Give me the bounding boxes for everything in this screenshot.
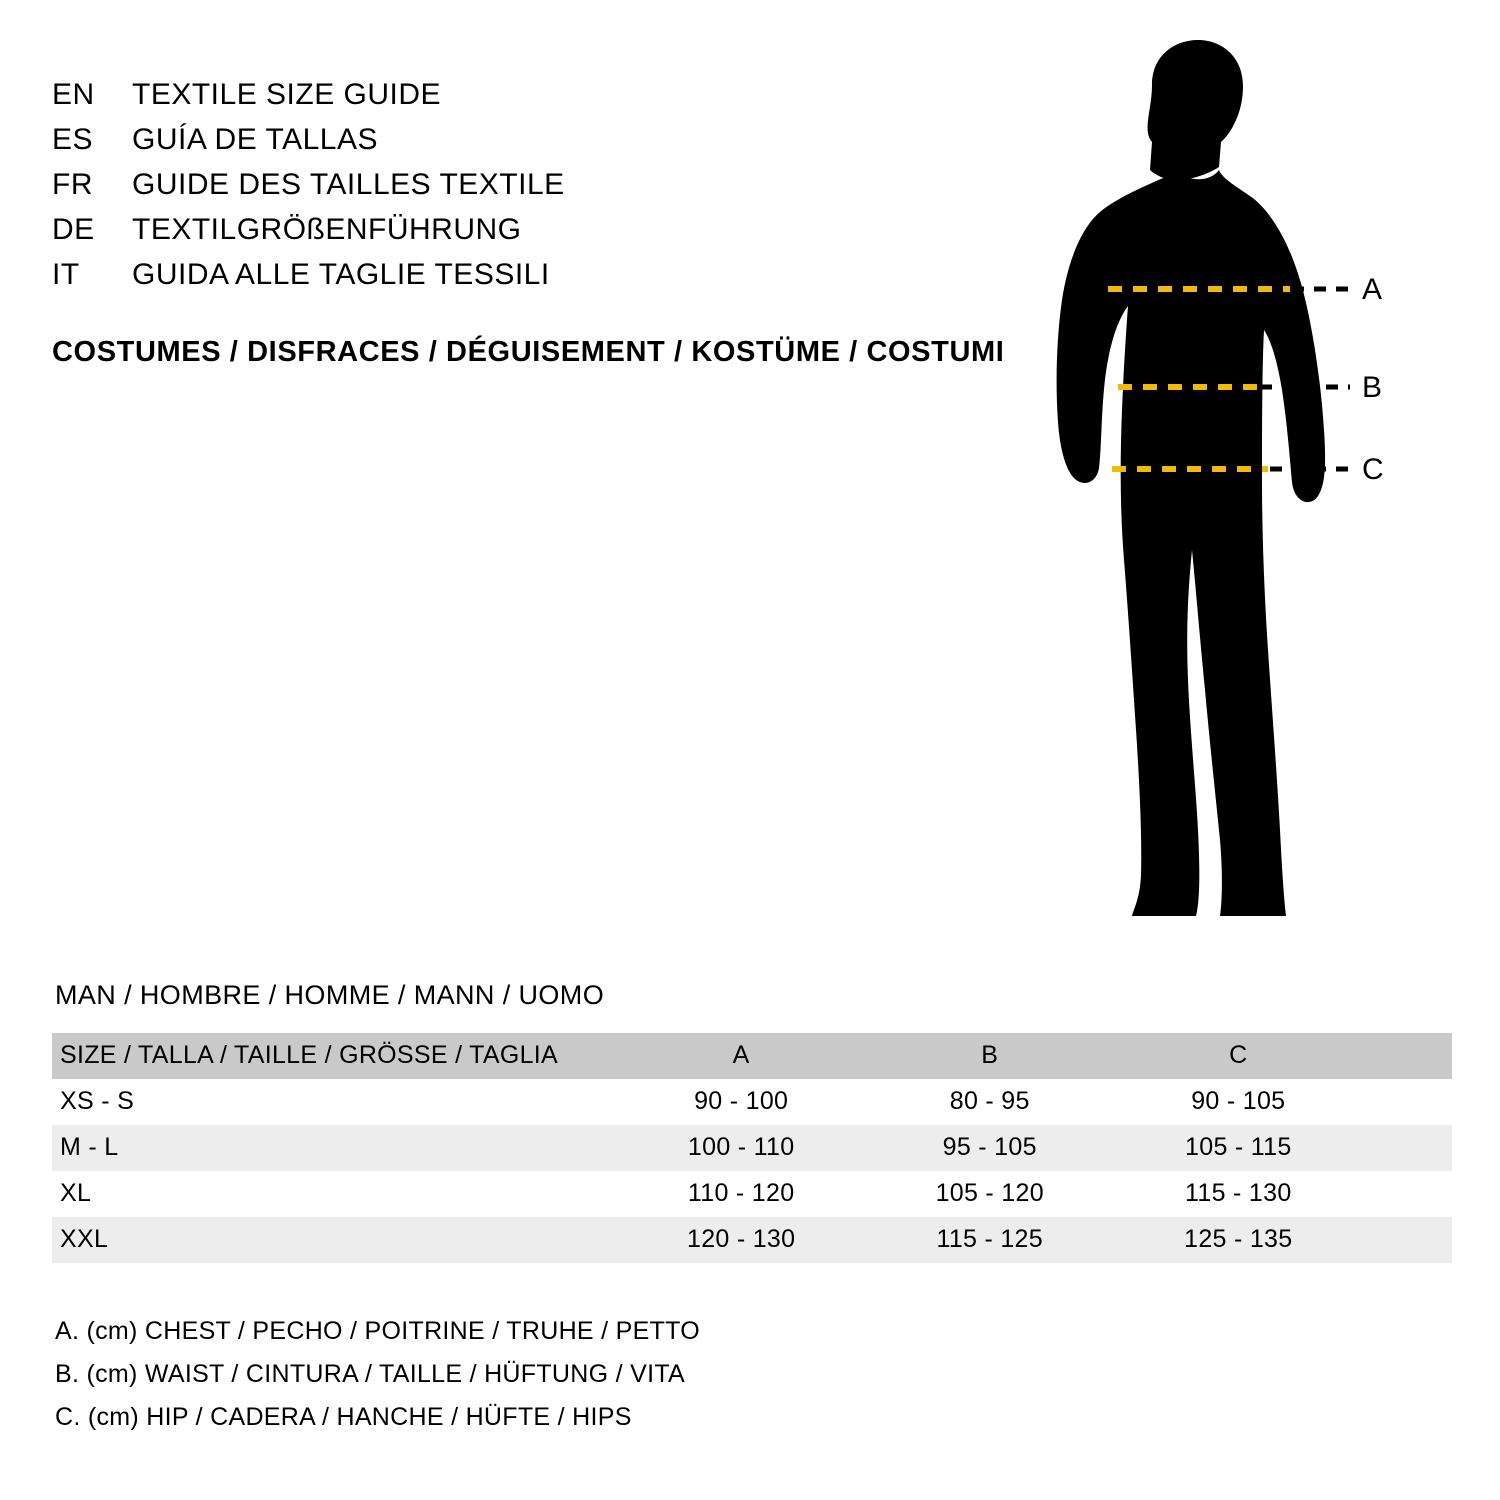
size-table-head (52, 1033, 1452, 1079)
cell-a: 110 - 120 (687, 1179, 795, 1207)
size-table (52, 1033, 1452, 1263)
cell-c: 125 - 135 (1184, 1225, 1293, 1253)
language-row-de (52, 207, 952, 252)
language-text-it: GUIDA ALLE TAGLIE TESSILI (132, 258, 550, 291)
language-text-es: GUÍA DE TALLAS (132, 123, 378, 156)
cell-spacer (1363, 1171, 1452, 1217)
measure-label-a: A (1362, 273, 1383, 306)
cell-a: 120 - 130 (687, 1225, 796, 1253)
measure-label-c: C (1362, 453, 1384, 486)
measure-label-b: B (1362, 371, 1383, 404)
cell-b: 115 - 125 (936, 1225, 1043, 1253)
table-header-row (52, 1033, 1452, 1079)
language-row-en (52, 72, 952, 117)
cell-b: 80 - 95 (949, 1087, 1030, 1115)
body-measurement-figure (1000, 30, 1460, 930)
language-text-en: TEXTILE SIZE GUIDE (132, 78, 442, 111)
language-code-fr: FR (52, 168, 93, 201)
cell-spacer (1363, 1079, 1452, 1125)
costumes-subtitle: COSTUMES / DISFRACES / DÉGUISEMENT / KOSTÜME / COSTUMI (52, 336, 1005, 368)
table-row (52, 1079, 1452, 1125)
language-code-en: EN (52, 78, 95, 111)
table-row (52, 1171, 1452, 1217)
cell-spacer (1363, 1217, 1452, 1263)
table-section-title: MAN / HOMBRE / HOMME / MANN / UOMO (55, 980, 605, 1010)
legend-line-c: C. (cm) HIP / CADERA / HANCHE / HÜFTE / HIPS (55, 1403, 632, 1431)
size-table-body (52, 1079, 1452, 1263)
silhouette-shape (1057, 40, 1326, 916)
language-row-fr (52, 162, 952, 207)
cell-a: 100 - 110 (687, 1133, 795, 1161)
table-row (52, 1125, 1452, 1171)
header-b: B (865, 1033, 1114, 1079)
header-size: SIZE / TALLA / TAILLE / GRÖSSE / TAGLIA (52, 1033, 617, 1079)
cell-b: 105 - 120 (935, 1179, 1044, 1207)
language-code-de: DE (52, 213, 95, 246)
cell-c: 105 - 115 (1185, 1133, 1292, 1161)
language-code-it: IT (52, 258, 80, 291)
measurement-legend (55, 1310, 700, 1439)
cell-c: 115 - 130 (1185, 1179, 1292, 1207)
cell-a: 90 - 100 (694, 1087, 789, 1115)
legend-line-b: B. (cm) WAIST / CINTURA / TAILLE / HÜFTUNG / VITA (55, 1360, 686, 1388)
language-row-es (52, 117, 952, 162)
table-row (52, 1217, 1452, 1263)
language-title-list (52, 72, 952, 297)
language-text-fr: GUIDE DES TAILLES TEXTILE (132, 168, 565, 201)
language-text-de: TEXTILGRÖßENFÜHRUNG (132, 213, 522, 246)
language-row-it (52, 252, 952, 297)
header-spacer (1363, 1033, 1452, 1079)
cell-size: XXL (60, 1225, 109, 1253)
cell-size: XL (60, 1179, 92, 1207)
cell-spacer (1363, 1125, 1452, 1171)
legend-line-a: A. (cm) CHEST / PECHO / POITRINE / TRUHE / PETTO (55, 1317, 701, 1345)
cell-size: XS - S (60, 1087, 135, 1115)
cell-size: M - L (60, 1133, 119, 1161)
header-a: A (617, 1033, 866, 1079)
cell-c: 90 - 105 (1191, 1087, 1286, 1115)
language-code-es: ES (52, 123, 94, 156)
header-c: C (1114, 1033, 1363, 1079)
cell-b: 95 - 105 (942, 1133, 1037, 1161)
